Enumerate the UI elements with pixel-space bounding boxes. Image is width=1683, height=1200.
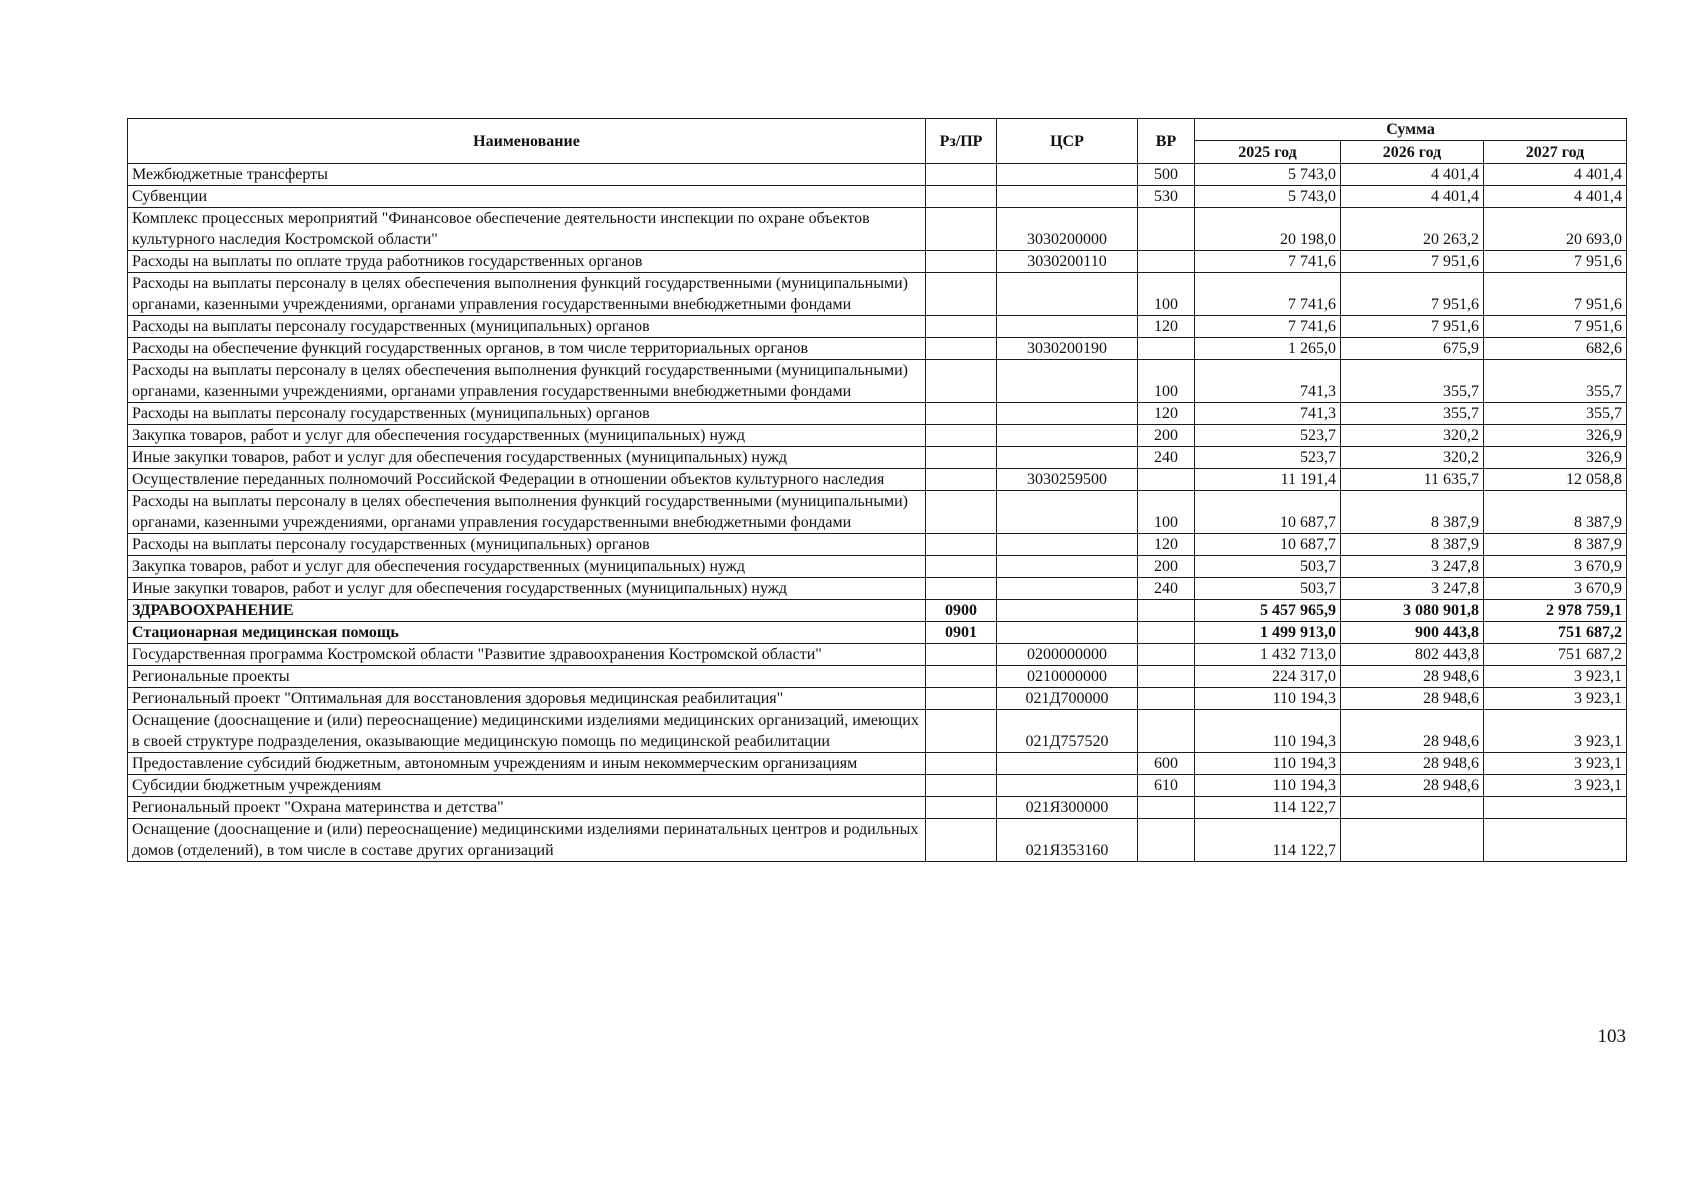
row-name-cell: Субсидии бюджетным учреждениям — [128, 775, 926, 797]
row-name-cell: Расходы на выплаты персоналу в целях обеспечения выполнения функций государственными (муниципальными) органами, казенными учреждениями, органами управления государственными внебюджетными фондами — [128, 491, 926, 534]
table-row — [128, 819, 1627, 862]
row-rz-pr-cell — [926, 644, 997, 666]
row-name-cell: Региональные проекты — [128, 666, 926, 688]
row-rz-pr-cell — [926, 797, 997, 819]
row-csr-cell: 3030259500 — [997, 469, 1138, 491]
row-name-cell: Региональный проект "Оптимальная для восстановления здоровья медицинская реабилитация" — [128, 688, 926, 710]
row-sum-2025-cell: 7 741,6 — [1195, 316, 1341, 338]
row-rz-pr-cell — [926, 316, 997, 338]
header-csr: ЦСР — [997, 119, 1138, 164]
row-csr-cell — [997, 753, 1138, 775]
table-row — [128, 600, 1627, 622]
row-vr-cell: 100 — [1138, 491, 1195, 534]
row-sum-2026-cell: 3 247,8 — [1341, 578, 1484, 600]
header-sum: Сумма — [1195, 119, 1627, 141]
row-csr-cell — [997, 491, 1138, 534]
row-name-cell: Субвенции — [128, 186, 926, 208]
row-sum-2026-cell: 900 443,8 — [1341, 622, 1484, 644]
table-row — [128, 164, 1627, 186]
row-sum-2025-cell: 224 317,0 — [1195, 666, 1341, 688]
row-sum-2025-cell: 110 194,3 — [1195, 688, 1341, 710]
row-csr-cell — [997, 578, 1138, 600]
row-sum-2026-cell: 8 387,9 — [1341, 491, 1484, 534]
row-sum-2027-cell: 7 951,6 — [1484, 316, 1627, 338]
row-sum-2027-cell: 3 923,1 — [1484, 688, 1627, 710]
row-sum-2027-cell: 7 951,6 — [1484, 251, 1627, 273]
row-sum-2025-cell: 5 743,0 — [1195, 186, 1341, 208]
row-vr-cell: 200 — [1138, 556, 1195, 578]
row-sum-2025-cell: 20 198,0 — [1195, 208, 1341, 251]
row-sum-2025-cell: 11 191,4 — [1195, 469, 1341, 491]
row-csr-cell: 021Я300000 — [997, 797, 1138, 819]
row-name-cell: Стационарная медицинская помощь — [128, 622, 926, 644]
row-vr-cell — [1138, 338, 1195, 360]
row-rz-pr-cell — [926, 208, 997, 251]
row-sum-2027-cell: 3 923,1 — [1484, 775, 1627, 797]
table-row — [128, 273, 1627, 316]
row-rz-pr-cell — [926, 666, 997, 688]
row-csr-cell — [997, 360, 1138, 403]
table-row — [128, 797, 1627, 819]
row-sum-2027-cell: 3 670,9 — [1484, 578, 1627, 600]
row-sum-2027-cell: 3 923,1 — [1484, 710, 1627, 753]
table-row — [128, 644, 1627, 666]
row-vr-cell — [1138, 666, 1195, 688]
row-name-cell: Региональный проект "Охрана материнства и детства" — [128, 797, 926, 819]
row-rz-pr-cell — [926, 753, 997, 775]
row-vr-cell: 120 — [1138, 534, 1195, 556]
header-year-2025: 2025 год — [1195, 141, 1341, 164]
row-vr-cell — [1138, 688, 1195, 710]
row-sum-2025-cell: 1 265,0 — [1195, 338, 1341, 360]
row-name-cell: Расходы на выплаты персоналу в целях обеспечения выполнения функций государственными (муниципальными) органами, казенными учреждениями, органами управления государственными внебюджетными фондами — [128, 360, 926, 403]
row-sum-2027-cell: 355,7 — [1484, 360, 1627, 403]
row-vr-cell: 100 — [1138, 273, 1195, 316]
row-rz-pr-cell — [926, 775, 997, 797]
row-sum-2026-cell — [1341, 819, 1484, 862]
row-sum-2027-cell: 4 401,4 — [1484, 164, 1627, 186]
table-row — [128, 469, 1627, 491]
row-sum-2027-cell: 2 978 759,1 — [1484, 600, 1627, 622]
row-sum-2027-cell: 751 687,2 — [1484, 622, 1627, 644]
row-sum-2026-cell: 355,7 — [1341, 403, 1484, 425]
row-sum-2025-cell: 114 122,7 — [1195, 819, 1341, 862]
budget-table — [127, 118, 1627, 862]
row-csr-cell: 3030200000 — [997, 208, 1138, 251]
row-vr-cell: 200 — [1138, 425, 1195, 447]
table-row — [128, 251, 1627, 273]
row-sum-2025-cell: 503,7 — [1195, 556, 1341, 578]
row-sum-2027-cell: 8 387,9 — [1484, 534, 1627, 556]
row-rz-pr-cell — [926, 425, 997, 447]
row-sum-2025-cell: 114 122,7 — [1195, 797, 1341, 819]
row-sum-2025-cell: 110 194,3 — [1195, 710, 1341, 753]
table-row — [128, 447, 1627, 469]
row-vr-cell — [1138, 797, 1195, 819]
row-vr-cell: 500 — [1138, 164, 1195, 186]
row-sum-2027-cell: 8 387,9 — [1484, 491, 1627, 534]
row-csr-cell — [997, 316, 1138, 338]
row-sum-2027-cell: 3 670,9 — [1484, 556, 1627, 578]
row-vr-cell — [1138, 644, 1195, 666]
row-rz-pr-cell — [926, 819, 997, 862]
row-csr-cell: 021Д700000 — [997, 688, 1138, 710]
table-row — [128, 775, 1627, 797]
row-sum-2026-cell: 11 635,7 — [1341, 469, 1484, 491]
row-sum-2026-cell: 4 401,4 — [1341, 186, 1484, 208]
table-row — [128, 688, 1627, 710]
row-sum-2026-cell: 3 247,8 — [1341, 556, 1484, 578]
row-sum-2026-cell: 675,9 — [1341, 338, 1484, 360]
row-csr-cell — [997, 622, 1138, 644]
row-sum-2027-cell: 355,7 — [1484, 403, 1627, 425]
row-csr-cell — [997, 775, 1138, 797]
row-vr-cell — [1138, 622, 1195, 644]
header-rz-pr: Рз/ПР — [926, 119, 997, 164]
row-sum-2026-cell: 320,2 — [1341, 447, 1484, 469]
row-csr-cell — [997, 273, 1138, 316]
row-rz-pr-cell — [926, 186, 997, 208]
table-row — [128, 425, 1627, 447]
row-sum-2025-cell: 7 741,6 — [1195, 273, 1341, 316]
row-name-cell: ЗДРАВООХРАНЕНИЕ — [128, 600, 926, 622]
table-body — [128, 164, 1627, 862]
row-sum-2026-cell: 802 443,8 — [1341, 644, 1484, 666]
row-vr-cell — [1138, 819, 1195, 862]
row-rz-pr-cell — [926, 360, 997, 403]
row-sum-2025-cell: 110 194,3 — [1195, 775, 1341, 797]
row-csr-cell — [997, 186, 1138, 208]
row-csr-cell: 021Я353160 — [997, 819, 1138, 862]
row-sum-2025-cell: 523,7 — [1195, 425, 1341, 447]
row-sum-2025-cell: 1 499 913,0 — [1195, 622, 1341, 644]
row-name-cell: Расходы на обеспечение функций государственных органов, в том числе территориальных органов — [128, 338, 926, 360]
row-sum-2026-cell: 28 948,6 — [1341, 775, 1484, 797]
row-name-cell: Закупка товаров, работ и услуг для обеспечения государственных (муниципальных) нужд — [128, 556, 926, 578]
row-csr-cell — [997, 556, 1138, 578]
table-row — [128, 534, 1627, 556]
row-rz-pr-cell — [926, 164, 997, 186]
row-vr-cell: 100 — [1138, 360, 1195, 403]
row-sum-2027-cell: 4 401,4 — [1484, 186, 1627, 208]
table-row — [128, 578, 1627, 600]
row-vr-cell — [1138, 208, 1195, 251]
row-rz-pr-cell — [926, 491, 997, 534]
row-csr-cell: 0200000000 — [997, 644, 1138, 666]
row-rz-pr-cell — [926, 578, 997, 600]
row-sum-2025-cell: 5 743,0 — [1195, 164, 1341, 186]
row-csr-cell — [997, 447, 1138, 469]
table-row — [128, 491, 1627, 534]
row-sum-2026-cell: 320,2 — [1341, 425, 1484, 447]
row-rz-pr-cell — [926, 556, 997, 578]
row-sum-2026-cell: 7 951,6 — [1341, 273, 1484, 316]
row-sum-2026-cell: 28 948,6 — [1341, 710, 1484, 753]
row-sum-2025-cell: 523,7 — [1195, 447, 1341, 469]
row-sum-2027-cell: 12 058,8 — [1484, 469, 1627, 491]
table-header — [128, 119, 1627, 164]
row-name-cell: Межбюджетные трансферты — [128, 164, 926, 186]
table-row — [128, 338, 1627, 360]
row-name-cell: Оснащение (дооснащение и (или) переоснащение) медицинскими изделиями перинатальных центров и родильных домов (отделений), в том числе в составе других организаций — [128, 819, 926, 862]
table-row — [128, 710, 1627, 753]
row-sum-2027-cell: 3 923,1 — [1484, 753, 1627, 775]
row-sum-2026-cell: 355,7 — [1341, 360, 1484, 403]
row-name-cell: Расходы на выплаты персоналу в целях обеспечения выполнения функций государственными (муниципальными) органами, казенными учреждениями, органами управления государственными внебюджетными фондами — [128, 273, 926, 316]
row-csr-cell — [997, 600, 1138, 622]
row-rz-pr-cell: 0900 — [926, 600, 997, 622]
table-row — [128, 316, 1627, 338]
row-rz-pr-cell — [926, 273, 997, 316]
row-vr-cell — [1138, 251, 1195, 273]
row-rz-pr-cell: 0901 — [926, 622, 997, 644]
row-rz-pr-cell — [926, 447, 997, 469]
header-year-2027: 2027 год — [1484, 141, 1627, 164]
row-rz-pr-cell — [926, 710, 997, 753]
row-name-cell: Иные закупки товаров, работ и услуг для обеспечения государственных (муниципальных) нужд — [128, 578, 926, 600]
table-row — [128, 360, 1627, 403]
row-name-cell: Расходы на выплаты персоналу государственных (муниципальных) органов — [128, 403, 926, 425]
row-vr-cell — [1138, 600, 1195, 622]
row-name-cell: Закупка товаров, работ и услуг для обеспечения государственных (муниципальных) нужд — [128, 425, 926, 447]
row-rz-pr-cell — [926, 403, 997, 425]
row-vr-cell: 240 — [1138, 447, 1195, 469]
header-year-2026: 2026 год — [1341, 141, 1484, 164]
header-vr: ВР — [1138, 119, 1195, 164]
row-sum-2026-cell: 7 951,6 — [1341, 251, 1484, 273]
row-name-cell: Расходы на выплаты персоналу государственных (муниципальных) органов — [128, 534, 926, 556]
row-sum-2025-cell: 741,3 — [1195, 403, 1341, 425]
table-row — [128, 556, 1627, 578]
row-sum-2026-cell: 20 263,2 — [1341, 208, 1484, 251]
row-sum-2026-cell — [1341, 797, 1484, 819]
row-sum-2027-cell: 326,9 — [1484, 447, 1627, 469]
table-row — [128, 208, 1627, 251]
row-rz-pr-cell — [926, 469, 997, 491]
row-sum-2025-cell: 7 741,6 — [1195, 251, 1341, 273]
row-vr-cell: 530 — [1138, 186, 1195, 208]
row-sum-2025-cell: 5 457 965,9 — [1195, 600, 1341, 622]
row-vr-cell: 610 — [1138, 775, 1195, 797]
row-name-cell: Государственная программа Костромской области "Развитие здравоохранения Костромской области" — [128, 644, 926, 666]
row-rz-pr-cell — [926, 534, 997, 556]
row-csr-cell — [997, 534, 1138, 556]
row-sum-2027-cell — [1484, 797, 1627, 819]
row-sum-2025-cell: 503,7 — [1195, 578, 1341, 600]
row-name-cell: Предоставление субсидий бюджетным, автономным учреждениям и иным некоммерческим организациям — [128, 753, 926, 775]
row-name-cell: Иные закупки товаров, работ и услуг для обеспечения государственных (муниципальных) нужд — [128, 447, 926, 469]
row-sum-2026-cell: 28 948,6 — [1341, 688, 1484, 710]
row-sum-2027-cell: 20 693,0 — [1484, 208, 1627, 251]
row-vr-cell — [1138, 710, 1195, 753]
row-sum-2025-cell: 10 687,7 — [1195, 491, 1341, 534]
row-sum-2026-cell: 3 080 901,8 — [1341, 600, 1484, 622]
row-vr-cell: 120 — [1138, 316, 1195, 338]
row-csr-cell — [997, 164, 1138, 186]
table-row — [128, 622, 1627, 644]
row-vr-cell: 120 — [1138, 403, 1195, 425]
row-sum-2027-cell: 751 687,2 — [1484, 644, 1627, 666]
row-sum-2027-cell: 3 923,1 — [1484, 666, 1627, 688]
row-csr-cell — [997, 425, 1138, 447]
row-csr-cell — [997, 403, 1138, 425]
header-name: Наименование — [128, 119, 926, 164]
row-csr-cell: 3030200110 — [997, 251, 1138, 273]
row-sum-2026-cell: 28 948,6 — [1341, 753, 1484, 775]
row-vr-cell: 600 — [1138, 753, 1195, 775]
row-rz-pr-cell — [926, 688, 997, 710]
row-sum-2026-cell: 8 387,9 — [1341, 534, 1484, 556]
row-vr-cell — [1138, 469, 1195, 491]
row-sum-2025-cell: 741,3 — [1195, 360, 1341, 403]
row-name-cell: Осуществление переданных полномочий Российской Федерации в отношении объектов культурного наследия — [128, 469, 926, 491]
row-sum-2026-cell: 4 401,4 — [1341, 164, 1484, 186]
row-rz-pr-cell — [926, 251, 997, 273]
table-row — [128, 403, 1627, 425]
row-sum-2025-cell: 110 194,3 — [1195, 753, 1341, 775]
row-csr-cell: 0210000000 — [997, 666, 1138, 688]
row-sum-2026-cell: 7 951,6 — [1341, 316, 1484, 338]
row-rz-pr-cell — [926, 338, 997, 360]
row-name-cell: Оснащение (дооснащение и (или) переоснащение) медицинскими изделиями медицинских организаций, имеющих в своей структуре подразделения, оказывающие медицинскую помощь по медицинской реабилитации — [128, 710, 926, 753]
row-sum-2027-cell: 682,6 — [1484, 338, 1627, 360]
row-sum-2027-cell — [1484, 819, 1627, 862]
row-vr-cell: 240 — [1138, 578, 1195, 600]
row-name-cell: Комплекс процессных мероприятий "Финансовое обеспечение деятельности инспекции по охране объектов культурного наследия Костромской области" — [128, 208, 926, 251]
table-row — [128, 753, 1627, 775]
table-row — [128, 186, 1627, 208]
row-name-cell: Расходы на выплаты по оплате труда работников государственных органов — [128, 251, 926, 273]
row-sum-2026-cell: 28 948,6 — [1341, 666, 1484, 688]
row-sum-2025-cell: 1 432 713,0 — [1195, 644, 1341, 666]
row-sum-2027-cell: 7 951,6 — [1484, 273, 1627, 316]
page-number: 103 — [1597, 1026, 1626, 1047]
row-name-cell: Расходы на выплаты персоналу государственных (муниципальных) органов — [128, 316, 926, 338]
row-csr-cell: 021Д757520 — [997, 710, 1138, 753]
row-sum-2027-cell: 326,9 — [1484, 425, 1627, 447]
row-sum-2025-cell: 10 687,7 — [1195, 534, 1341, 556]
table-row — [128, 666, 1627, 688]
row-csr-cell: 3030200190 — [997, 338, 1138, 360]
